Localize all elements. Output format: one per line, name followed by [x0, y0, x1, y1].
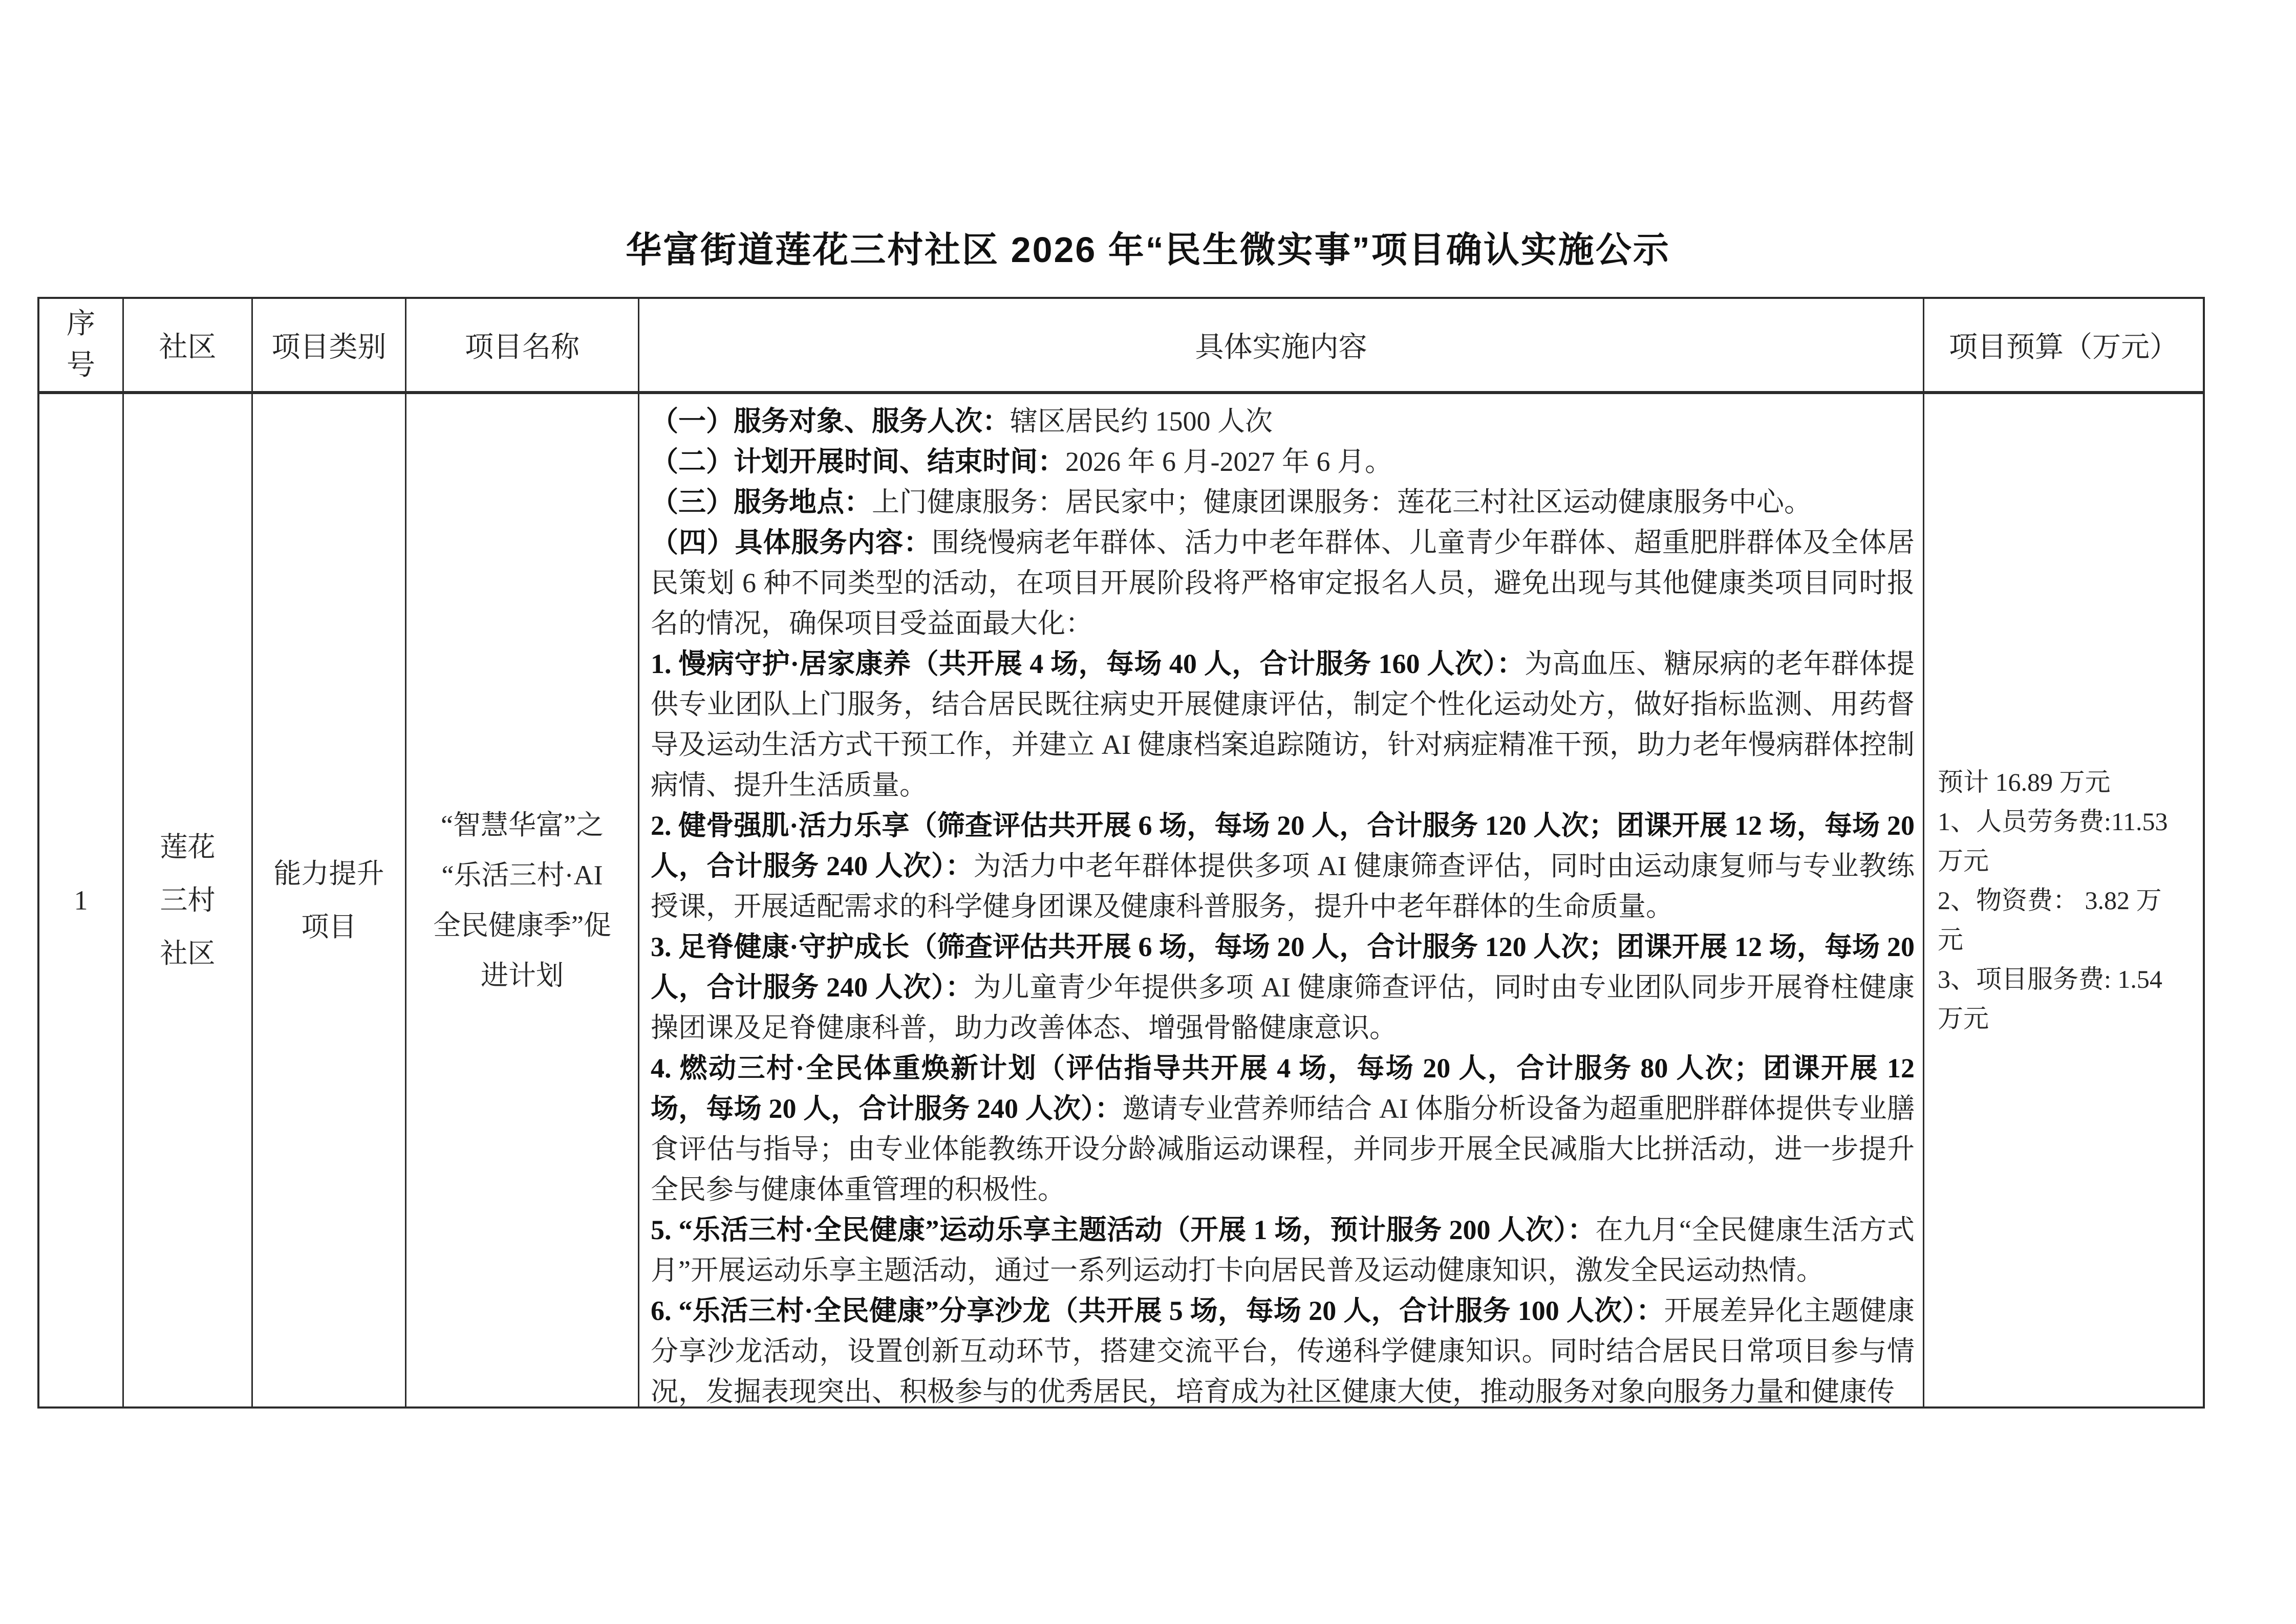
content-run-bold: 3. 足脊健康·守护成长（筛查评估共开展 6 场，每场 20 人，合计服务 120 人次；团课开展 12 场，每场 20 人，合计服务 240 人次）：	[651, 932, 1915, 1003]
text-line: 项目	[301, 912, 357, 942]
text-line: 全民健康季”促	[433, 910, 611, 941]
content-paragraph	[651, 1291, 1915, 1406]
text-line: 元	[1938, 925, 1963, 954]
content-run-bold: （四）具体服务内容：	[651, 527, 932, 558]
text-line: 三村	[160, 885, 216, 916]
text-line: 1、人员劳务费:11.53	[1938, 807, 2168, 836]
content-paragraph	[651, 523, 1915, 644]
header-cell-community	[124, 299, 253, 394]
header-cell-content	[639, 299, 1924, 394]
content-paragraph	[651, 442, 1915, 482]
header-label-community: 社区	[159, 332, 217, 363]
text-line: “智慧华富”之	[441, 810, 604, 840]
text-line: 3、项目服务费: 1.54	[1938, 964, 2162, 993]
content-paragraph	[651, 482, 1915, 523]
content-run-bold: 2. 健骨强肌·活力乐享（筛查评估共开展 6 场，每场 20 人，合计服务 120 人次；团课开展 12 场，每场 20 人，合计服务 240 人次）：	[651, 810, 1915, 881]
content-run-bold: 1. 慢病守护·居家康养（共开展 4 场，每场 40 人，合计服务 160 人次）：	[651, 648, 1525, 679]
content-run: 为活力中老年群体提供多项 AI 健康筛查评估，同时由运动康复师与专业教练授课，开展适配需求的科学健身团课及健康科普服务，提升中老年群体的生命质量。	[651, 851, 1915, 922]
text-line: 万元	[1938, 1004, 1989, 1033]
row-cell-community	[124, 394, 253, 1406]
announcement-table	[37, 297, 2205, 1409]
content-run-bold: 5. “乐活三村·全民健康”运动乐享主题活动（开展 1 场，预计服务 200 人次）：	[651, 1215, 1596, 1245]
content-run: 2026 年 6 月-2027 年 6 月。	[1065, 446, 1392, 477]
text-line: 进计划	[481, 960, 564, 991]
header-cell-budget	[1924, 299, 2203, 394]
content-run-bold: 4. 燃动三村·全民体重焕新计划（评估指导共开展 4 场，每场 20 人，合计服务 80 人次；团课开展 12 场，每场 20 人，合计服务 240 人次）：	[651, 1053, 1915, 1124]
row-cell-project-name	[406, 394, 639, 1406]
row-cell-category	[253, 394, 406, 1406]
content-run: 围绕慢病老年群体、活力中老年群体、儿童青少年群体、超重肥胖群体及全体居民策划 6 种不同类型的活动，在项目开展阶段将严格审定报名人员，避免出现与其他健康类项目同时报名的情况，确保项目受益面最大化：	[651, 527, 1915, 639]
text-line: 2、物资费： 3.82 万	[1938, 885, 2162, 915]
row-index-value: 1	[74, 885, 88, 916]
header-label-budget: 项目预算（万元）	[1949, 332, 2178, 363]
content-paragraph	[651, 806, 1915, 927]
header-cell-name	[406, 299, 639, 394]
content-run-bold: 6. “乐活三村·全民健康”分享沙龙（共开展 5 场，每场 20 人，合计服务 100 人次）：	[651, 1295, 1664, 1326]
content-paragraph	[651, 401, 1915, 442]
row-cell-budget	[1924, 394, 2203, 1406]
content-paragraph	[651, 644, 1915, 806]
header-cell-index	[39, 299, 124, 394]
content-run-bold: （三）服务地点：	[651, 487, 872, 517]
content-paragraph	[651, 1048, 1915, 1210]
header-label-content: 具体实施内容	[1195, 332, 1367, 363]
content-paragraph	[651, 927, 1915, 1048]
header-label-index: 序号	[67, 308, 95, 381]
content-run-bold: （二）计划开展时间、结束时间：	[651, 446, 1065, 477]
content-run: 邀请专业营养师结合 AI 体脂分析设备为超重肥胖群体提供专业膳食评估与指导；由专业体能教练开设分龄减脂运动课程，并同步开展全民减脂大比拼活动，进一步提升全民参与健康体重管理的积极性。	[651, 1093, 1915, 1205]
row-cell-implementation-content	[639, 394, 1924, 1406]
text-line: “乐活三村·AI	[441, 860, 603, 891]
text-line: 万元	[1938, 846, 1989, 875]
content-run: 为高血压、糖尿病的老年群体提供专业团队上门服务，结合居民既往病史开展健康评估，制定个性化运动处方，做好指标监测、用药督导及运动生活方式干预工作，并建立 AI 健康档案追踪随访，针对病症精准干预，助力老年慢病群体控制病情、提升生活质量。	[651, 648, 1915, 800]
header-label-name: 项目名称	[465, 332, 580, 363]
content-run: 在九月“全民健康生活方式月”开展运动乐享主题活动，通过一系列运动打卡向居民普及运动健康知识，激发全民运动热情。	[651, 1215, 1915, 1286]
content-run: 为儿童青少年提供多项 AI 健康筛查评估，同时由专业团队同步开展脊柱健康操团课及足脊健康科普，助力改善体态、增强骨骼健康意识。	[651, 972, 1915, 1043]
content-run: 开展差异化主题健康分享沙龙活动，设置创新互动环节，搭建交流平台，传递科学健康知识。同时结合居民日常项目参与情况，发掘表现突出、积极参与的优秀居民，培育成为社区健康大使，推动服务对象向服务力量和健康传	[651, 1295, 1915, 1406]
content-run-bold: （一）服务对象、服务人次：	[651, 406, 1010, 437]
text-line: 社区	[160, 938, 216, 969]
text-line: 预计 16.89 万元	[1938, 767, 2111, 796]
content-paragraph	[651, 1210, 1915, 1291]
text-line: 莲花	[160, 832, 216, 862]
content-run: 上门健康服务：居民家中；健康团课服务：莲花三村社区运动健康服务中心。	[872, 487, 1812, 517]
text-line: 能力提升	[273, 858, 384, 889]
page-title: 华富街道莲花三村社区 2026 年“民生微实事”项目确认实施公示	[626, 230, 1670, 270]
content-run: 辖区居民约 1500 人次	[1010, 406, 1273, 437]
header-cell-category	[253, 299, 406, 394]
row-cell-index	[39, 394, 124, 1406]
header-label-category: 项目类别	[271, 332, 387, 363]
